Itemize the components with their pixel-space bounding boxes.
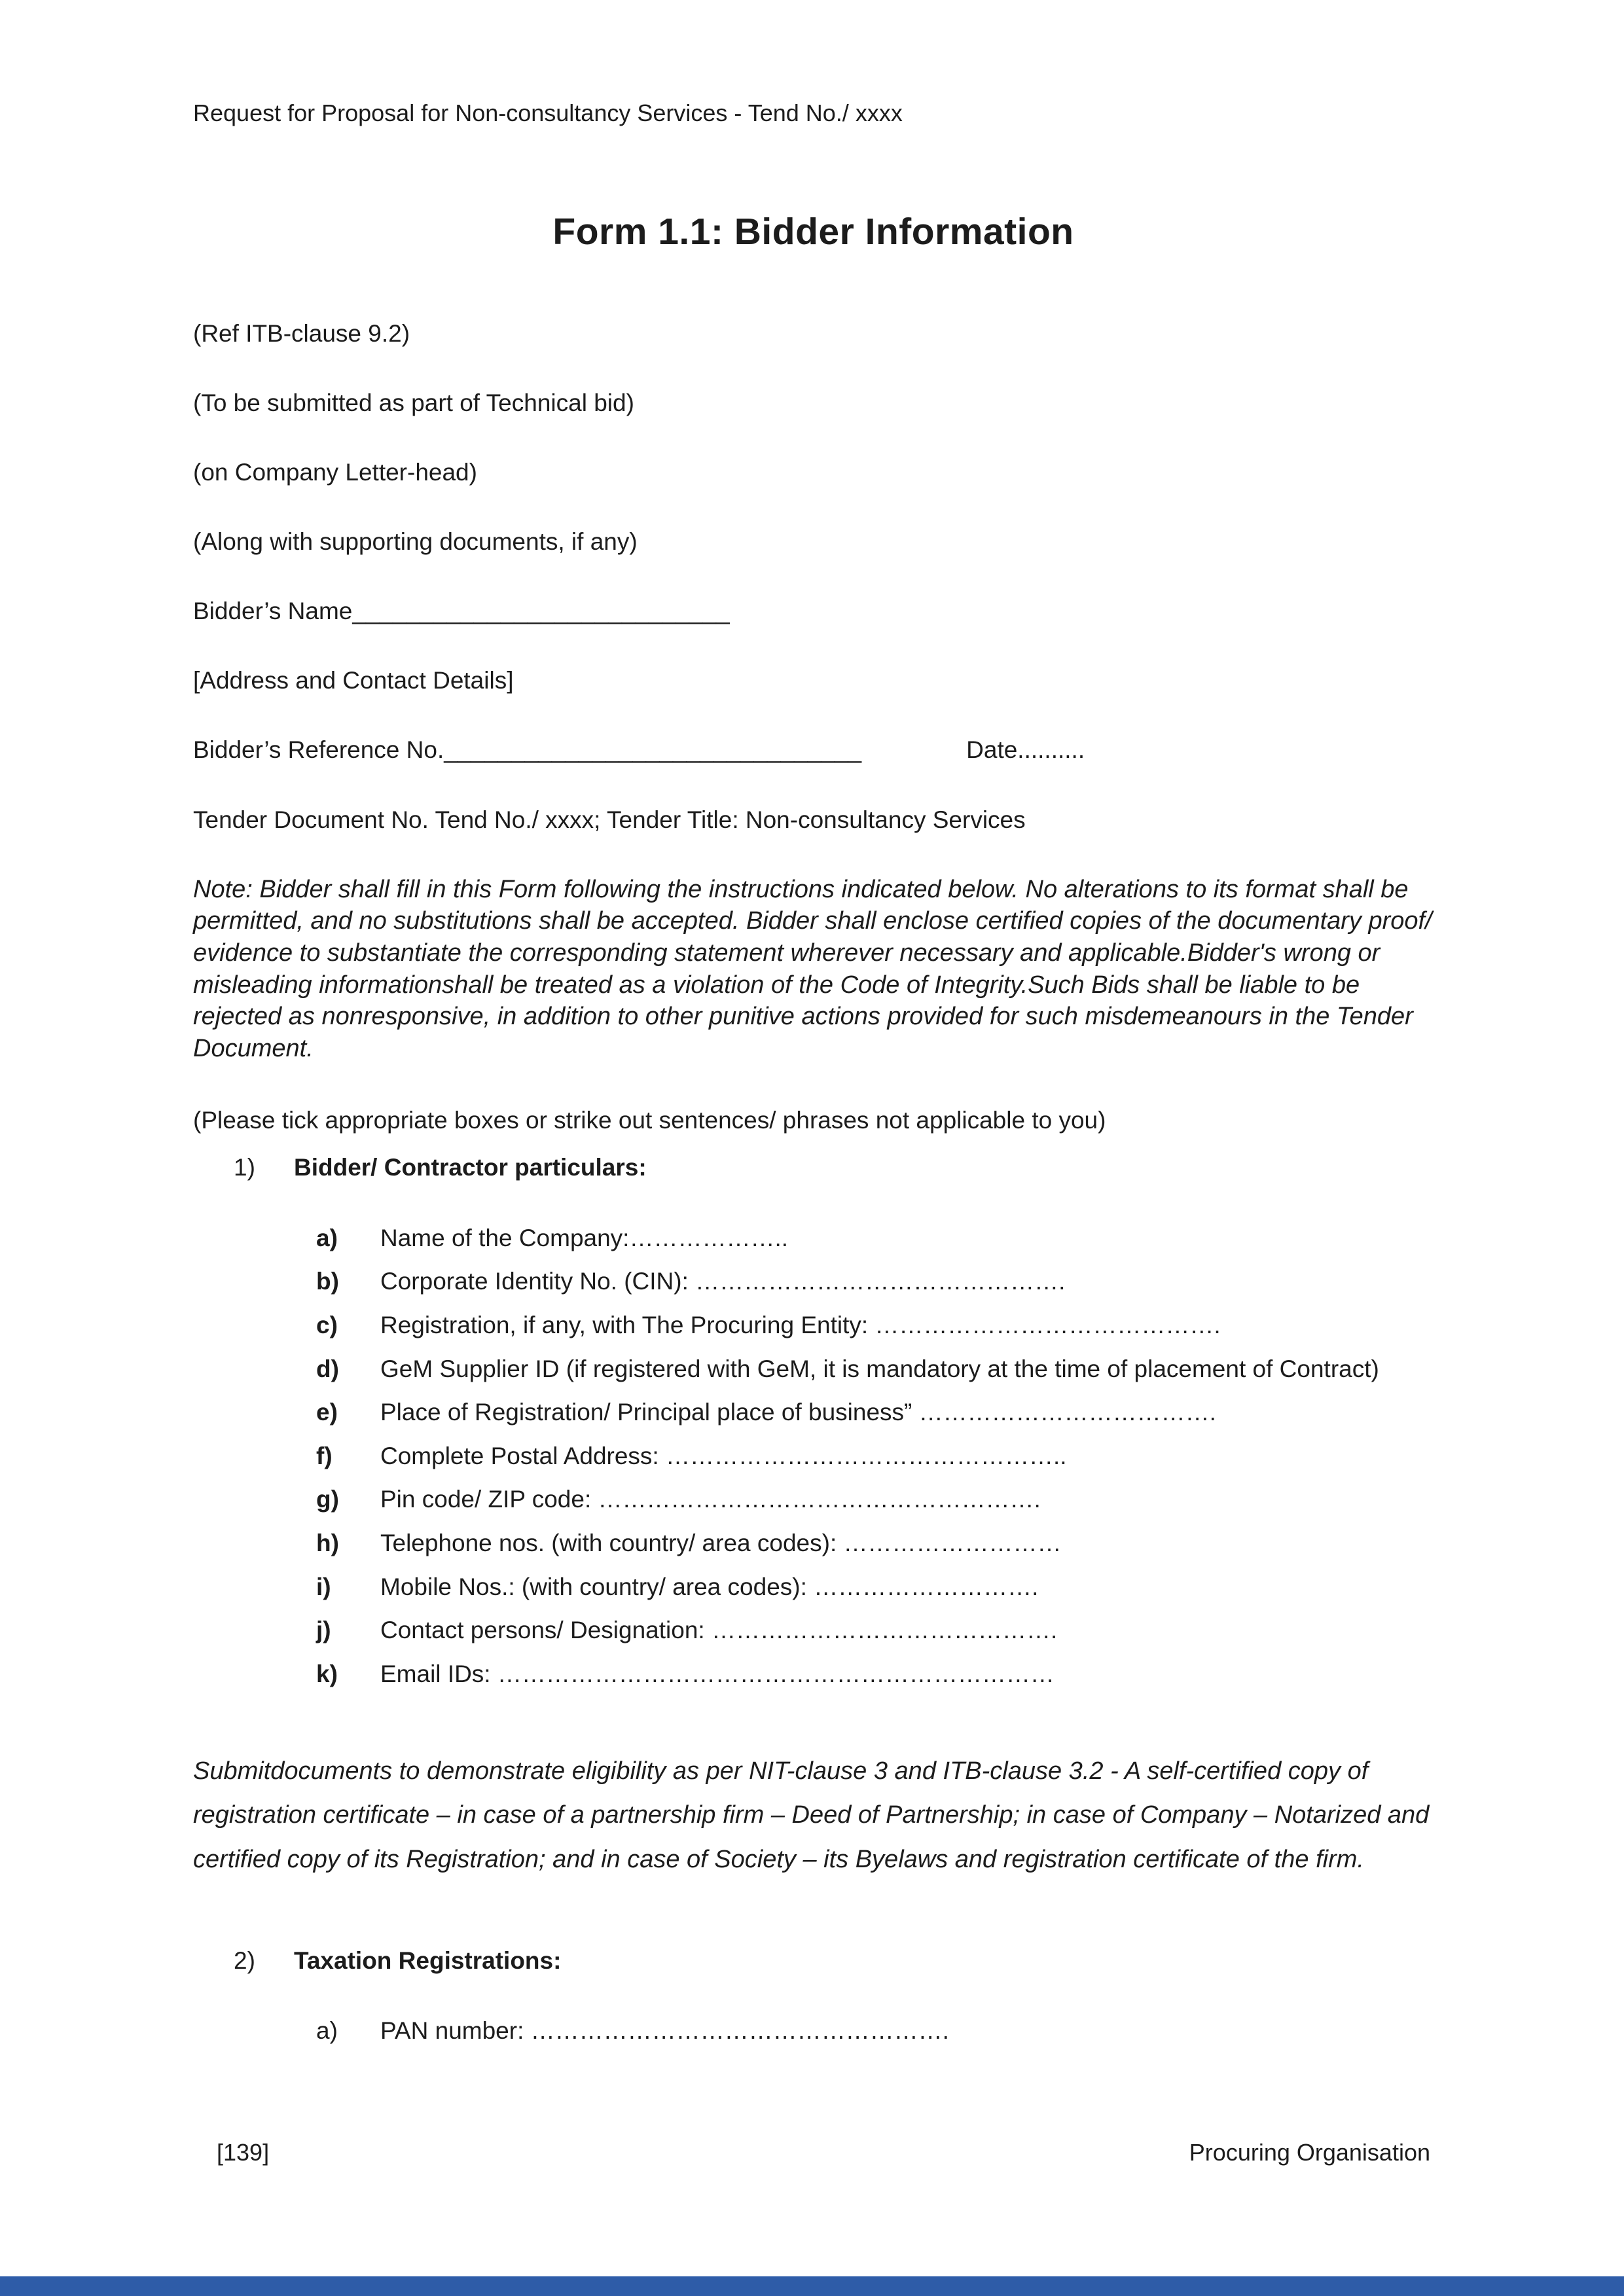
list-item — [193, 1657, 1434, 1692]
list-item — [193, 1482, 1434, 1517]
list-item — [193, 1526, 1434, 1561]
list-item-letter: j) — [316, 1617, 331, 1644]
list-item-letter: g) — [316, 1486, 339, 1513]
technical-bid-line: (To be submitted as part of Technical bid) — [193, 389, 634, 416]
section-taxation-registrations — [193, 1945, 1434, 2049]
tender-document-line: Tender Document No. Tend No./ xxxx; Tender Title: Non-consultancy Services — [193, 806, 1026, 833]
tick-instruction-line: (Please tick appropriate boxes or strike out sentences/ phrases not applicable to you) — [193, 1107, 1106, 1134]
list-item-letter: c) — [316, 1311, 338, 1338]
list-item-letter: e) — [316, 1399, 338, 1426]
list-item — [193, 1264, 1434, 1299]
date-label: Date.......... — [966, 736, 1085, 764]
list-item-letter: a) — [316, 1224, 338, 1251]
bidder-name-line: Bidder’s Name____________________________ — [193, 598, 730, 625]
reference-date-row — [193, 734, 1434, 766]
eligibility-note: Submitdocuments to demonstrate eligibility as per NIT-clause 3 and ITB-clause 3.2 - A self-certified copy of registration certificate – in case of a partnership firm – Deed of Partnership; in case of Company – Notarized and certified copy of its Registration; and in case of Society – its Byelaws and registration certificate of the firm. — [193, 1757, 1430, 1873]
list-item — [193, 1395, 1434, 1430]
list-item-text: PAN number: ……………………………………………. — [380, 2017, 949, 2044]
section-bidder-particulars — [193, 1152, 1434, 1691]
footer-org-name: Procuring Organisation — [1189, 2139, 1430, 2166]
list-item-text: Complete Postal Address: ………………………………………….. — [380, 1442, 1067, 1469]
page-footer — [193, 2139, 1430, 2166]
list-item-text: Place of Registration/ Principal place of business” ………………………………. — [380, 1399, 1216, 1426]
list-item — [193, 1221, 1434, 1256]
list-item — [193, 1613, 1434, 1648]
list-item-letter: b) — [316, 1268, 339, 1295]
list-item-text: Mobile Nos.: (with country/ area codes): ………………………. — [380, 1573, 1039, 1600]
list-item-text: Corporate Identity No. (CIN): ………………………………………. — [380, 1268, 1066, 1295]
section-1-number: 1) — [234, 1154, 255, 1181]
list-item — [193, 1308, 1434, 1343]
list-item — [193, 1439, 1434, 1474]
document-content — [193, 98, 1434, 2056]
list-item-text: Registration, if any, with The Procuring Entity: ……………………………………. — [380, 1311, 1221, 1338]
form-title: Form 1.1: Bidder Information — [552, 210, 1074, 253]
list-item-letter: a) — [316, 2017, 338, 2044]
list-item — [193, 2013, 1434, 2049]
list-item — [193, 1352, 1434, 1387]
note-paragraph: Note: Bidder shall fill in this Form following the instructions indicated below. No alterations to its format shall be permitted, and no substitutions shall be accepted. Bidder shall enclose certified copies of the documentary proof/ evidence to substantiate the corresponding statement wherever necessary and applicable.Bidder's wrong or misleading informationshall be treated as a violation of the Code of Integrity.Such Bids shall be liable to be rejected as nonresponsive, in addition to other punitive actions provided for such misdemeanours in the Tender Document. — [193, 875, 1432, 1062]
list-item-text: Contact persons/ Designation: ……………………………………. — [380, 1617, 1058, 1644]
footer-page-number: [139] — [217, 2139, 270, 2166]
list-item-text: Name of the Company:……………….. — [380, 1224, 789, 1251]
page-header: Request for Proposal for Non-consultancy Services - Tend No./ xxxx — [193, 99, 903, 126]
list-item-text: Email IDs: …………………………………………………………… — [380, 1660, 1055, 1687]
ref-itb-line: (Ref ITB-clause 9.2) — [193, 319, 410, 347]
reference-no-line: Bidder’s Reference No._______________________________ — [193, 736, 862, 764]
list-item-letter: i) — [316, 1573, 331, 1600]
section-2-heading — [193, 1945, 1434, 1977]
section-2-number: 2) — [234, 1946, 255, 1974]
section-2-title: Taxation Registrations: — [294, 1946, 562, 1974]
list-item-letter: k) — [316, 1660, 338, 1687]
section-1-title: Bidder/ Contractor particulars: — [294, 1154, 647, 1181]
list-item-letter: h) — [316, 1530, 339, 1557]
list-item-text: GeM Supplier ID (if registered with GeM, it is mandatory at the time of placement of Contract) — [380, 1355, 1379, 1382]
list-item-letter: d) — [316, 1355, 339, 1382]
list-item — [193, 1570, 1434, 1605]
address-contact-line: [Address and Contact Details] — [193, 667, 514, 694]
letterhead-line: (on Company Letter-head) — [193, 459, 477, 486]
supporting-docs-line: (Along with supporting documents, if any) — [193, 528, 638, 556]
section-1-heading — [193, 1152, 1434, 1183]
bottom-bar — [0, 2276, 1624, 2296]
list-item-text: Telephone nos. (with country/ area codes): ……………………… — [380, 1530, 1062, 1557]
list-item-text: Pin code/ ZIP code: ………………………………………………. — [380, 1486, 1041, 1513]
list-item-letter: f) — [316, 1442, 333, 1469]
